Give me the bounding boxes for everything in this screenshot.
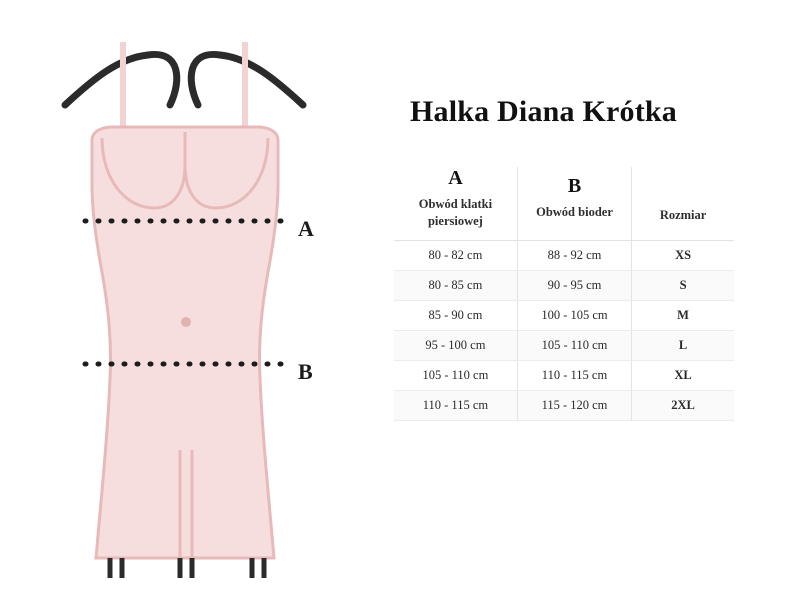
column-header-size [632,167,734,240]
column-header-chest [394,167,517,240]
navel-dot [181,317,191,327]
table-row [394,270,734,300]
size-table-head [394,167,734,240]
hanger-icon [65,54,303,105]
info-panel [390,95,770,421]
garment-illustration [30,10,380,590]
column-header-hips [517,167,631,240]
size-table-body [394,240,734,420]
cell-hips: 88 - 92 cm [517,240,631,270]
table-header-row [394,167,734,240]
cell-hips: 90 - 95 cm [517,270,631,300]
cell-hips: 110 - 115 cm [517,360,631,390]
cell-hips: 100 - 105 cm [517,300,631,330]
cell-chest: 110 - 115 cm [394,390,517,420]
column-letter-b: B [567,175,582,198]
table-row [394,390,734,420]
cell-hips: 105 - 110 cm [517,330,631,360]
cell-chest: 85 - 90 cm [394,300,517,330]
measure-label-a: A [298,216,314,241]
cell-chest: 105 - 110 cm [394,360,517,390]
cell-size: XL [632,360,734,390]
table-row [394,240,734,270]
cell-chest: 80 - 82 cm [394,240,517,270]
column-sub-hips: Obwód bioder [536,205,613,220]
table-row [394,360,734,390]
cell-size: S [632,270,734,300]
cell-chest: 80 - 85 cm [394,270,517,300]
measure-label-b: B [298,359,313,384]
column-letter-a: A [448,167,463,189]
column-sub-size: Rozmiar [659,208,707,223]
column-sub-chest: Obwód klatki piersiowej [418,197,493,228]
cell-size: M [632,300,734,330]
cell-size: XS [632,240,734,270]
cell-chest: 95 - 100 cm [394,330,517,360]
cell-size: 2XL [632,390,734,420]
size-table [394,167,734,421]
page-title: Halka Diana Krótka [410,95,677,128]
hem-marks [110,558,264,578]
cell-size: L [632,330,734,360]
table-row [394,330,734,360]
table-row [394,300,734,330]
cell-hips: 115 - 120 cm [517,390,631,420]
